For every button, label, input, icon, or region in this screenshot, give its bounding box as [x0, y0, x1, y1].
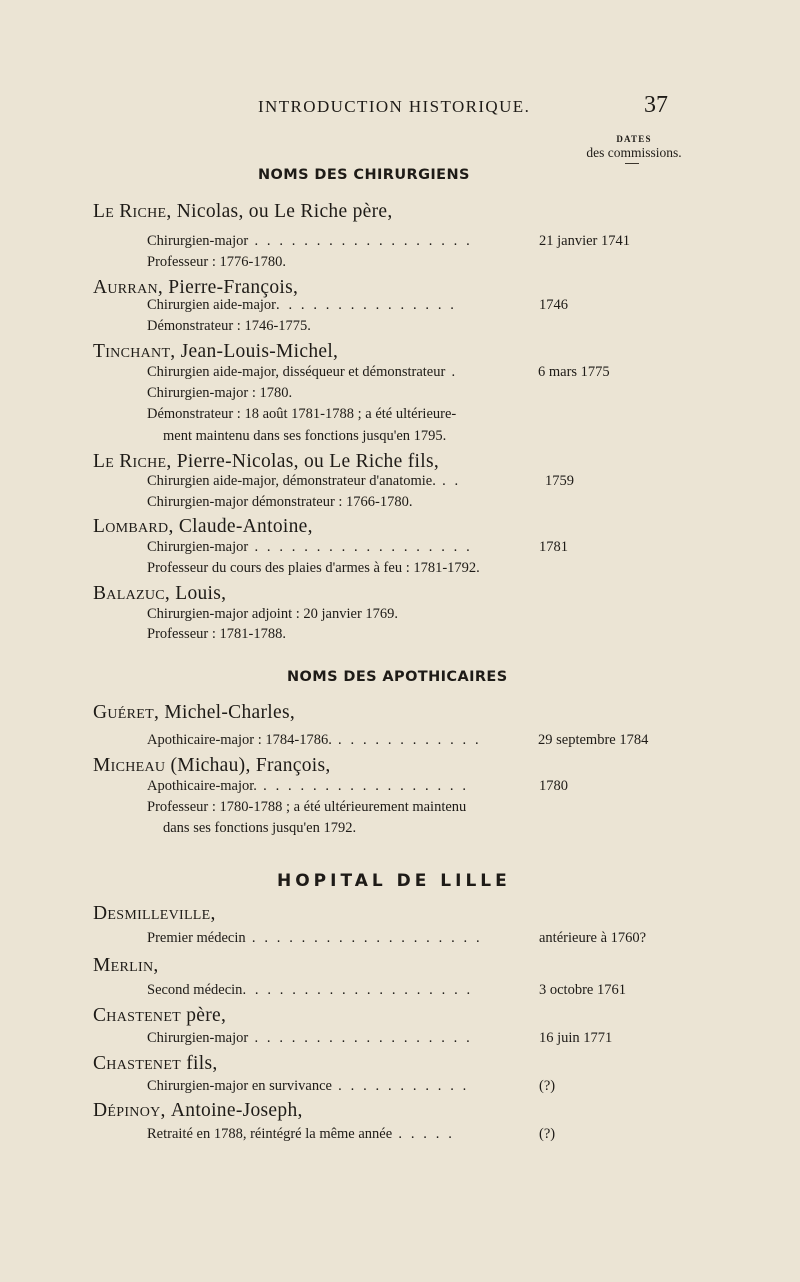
entry-line: Chirurgien aide-major, disséqueur et démonstrateur .: [147, 364, 458, 380]
entry-line: Chirurgien-major . . . . . . . . . . . . . . . . . .: [147, 539, 473, 555]
dates-column-header: [570, 132, 698, 160]
surname: Guéret,: [93, 702, 160, 723]
dot-leader: . . . . . . . . . . . . . . .: [276, 297, 457, 313]
entry-name-depinoy: [93, 1100, 303, 1122]
entry-name-merlin: [93, 955, 159, 977]
dot-leader: . . . . . . . . . . . . . . . . . .: [248, 233, 473, 249]
entry-date: 16 juin 1771: [539, 1030, 613, 1046]
entry-name-le-riche-pere: [93, 201, 393, 223]
entry-line: dans ses fonctions jusqu'en 1792.: [163, 820, 357, 836]
section-heading-chirurgiens: NOMS DES CHIRURGIENS: [258, 167, 470, 183]
entry-date: (?): [539, 1126, 556, 1142]
entry-name-micheau: [93, 755, 331, 777]
given-names: père,: [186, 1005, 227, 1026]
given-names: Louis,: [175, 583, 227, 604]
surname: Le Riche,: [93, 201, 172, 222]
entry-name-le-riche-fils: [93, 451, 439, 473]
surname: Dépinoy,: [93, 1100, 166, 1121]
entry-date: 1746: [539, 297, 568, 313]
given-names: fils,: [186, 1053, 218, 1074]
entry-line: Chirurgien-major adjoint : 20 janvier 1769.: [147, 606, 399, 622]
dot-leader: . . . . . . . . . . . .: [331, 732, 482, 748]
surname: Desmilleville,: [93, 903, 216, 924]
given-names: Antoine-Joseph,: [170, 1100, 303, 1121]
given-names: Jean-Louis-Michel,: [180, 341, 339, 362]
surname: Merlin,: [93, 955, 159, 976]
entry-line: Apothicaire-major. . . . . . . . . . . . . . . . . .: [147, 778, 469, 794]
entry-name-chastenet-pere: [93, 1005, 226, 1027]
entry-line: Professeur du cours des plaies d'armes à feu : 1781-1792.: [147, 560, 480, 576]
surname: Lombard,: [93, 516, 174, 537]
entry-name-tinchant: [93, 341, 338, 363]
entry-line: Chirurgien-major démonstrateur : 1766-1780.: [147, 494, 413, 510]
entry-name-aurran: [93, 277, 298, 299]
entry-line: Chirurgien aide-major, démonstrateur d'anatomie. . .: [147, 473, 461, 489]
dot-leader: . . . . . . . . . . . . . . . . .: [256, 778, 469, 794]
given-names: Pierre-Nicolas, ou Le Riche fils,: [176, 451, 440, 472]
entry-date: 1781: [539, 539, 568, 555]
entry-date: 29 septembre 1784: [538, 732, 649, 748]
entry-line: Professeur : 1781-1788.: [147, 626, 286, 642]
dot-leader: . . . . . . . . . . . . . . . . . .: [248, 1030, 473, 1046]
entry-line: Second médecin. . . . . . . . . . . . . . . . . . .: [147, 982, 473, 998]
surname: Chastenet: [93, 1053, 182, 1074]
surname: Le Riche,: [93, 451, 172, 472]
entry-line: Démonstrateur : 1746-1775.: [147, 318, 311, 334]
entry-line: Chirurgien-major : 1780.: [147, 385, 293, 401]
surname: Tinchant,: [93, 341, 176, 362]
entry-line: Professeur : 1780-1788 ; a été ultérieurement maintenu: [147, 799, 467, 815]
entry-name-desmilleville: [93, 903, 216, 925]
dot-leader: . .: [435, 473, 461, 489]
dot-leader: .: [445, 364, 458, 380]
section-heading-lille: HOPITAL DE LILLE: [277, 871, 511, 891]
dot-leader: . . . . . . . . . . .: [331, 1078, 469, 1094]
entry-line: Chirurgien aide-major. . . . . . . . . . . . . . .: [147, 297, 457, 313]
entry-name-gueret: [93, 702, 295, 724]
entry-line: Professeur : 1776-1780.: [147, 254, 286, 270]
dot-leader: . . . . .: [392, 1126, 455, 1142]
entry-date: (?): [539, 1078, 556, 1094]
entry-line: Premier médecin . . . . . . . . . . . . . . . . . . .: [147, 930, 483, 946]
entry-date: 1780: [539, 778, 568, 794]
given-names: Claude-Antoine,: [178, 516, 313, 537]
dates-header-line2: des commissions.: [586, 145, 682, 160]
surname: Aurran,: [93, 277, 164, 298]
page-number: 37: [644, 92, 668, 118]
entry-date: antérieure à 1760?: [539, 930, 647, 946]
surname: Micheau: [93, 755, 166, 776]
entry-name-lombard: [93, 516, 313, 538]
running-title: INTRODUCTION HISTORIQUE.: [258, 97, 531, 116]
entry-line: Démonstrateur : 18 août 1781-1788 ; a été ultérieure-: [147, 406, 457, 422]
dates-header-rule: [625, 163, 639, 164]
entry-date: 6 mars 1775: [538, 364, 610, 380]
given-names: Pierre-François,: [168, 277, 299, 298]
entry-line: Chirurgien-major . . . . . . . . . . . . . . . . . .: [147, 1030, 473, 1046]
surname: Chastenet: [93, 1005, 182, 1026]
entry-date: 1759: [545, 473, 574, 489]
surname: Balazuc,: [93, 583, 171, 604]
dot-leader: . . . . . . . . . . . . . . . . . .: [248, 539, 473, 555]
entry-name-chastenet-fils: [93, 1053, 218, 1075]
entry-line: Apothicaire-major : 1784-1786. . . . . . . . . . . . .: [147, 732, 482, 748]
entry-name-balazuc: [93, 583, 226, 605]
entry-date: 3 octobre 1761: [539, 982, 626, 998]
dot-leader: . . . . . . . . . . . . . . . . . . .: [245, 930, 483, 946]
entry-date: 21 janvier 1741: [539, 233, 631, 249]
dot-leader: . . . . . . . . . . . . . . . . . . .: [242, 982, 473, 998]
given-names: (Michau), François,: [170, 755, 331, 776]
entry-line: Retraité en 1788, réintégré la même année . . . . .: [147, 1126, 455, 1142]
section-heading-apothicaires: NOMS DES APOTHICAIRES: [287, 669, 508, 685]
entry-line: ment maintenu dans ses fonctions jusqu'en 1795.: [163, 428, 447, 444]
given-names: Michel-Charles,: [164, 702, 296, 723]
dates-header-line1: DATES: [616, 134, 652, 144]
given-names: Nicolas, ou Le Riche père,: [176, 201, 393, 222]
entry-line: Chirurgien-major en survivance . . . . . . . . . . .: [147, 1078, 469, 1094]
entry-line: Chirurgien-major . . . . . . . . . . . . . . . . . .: [147, 233, 473, 249]
